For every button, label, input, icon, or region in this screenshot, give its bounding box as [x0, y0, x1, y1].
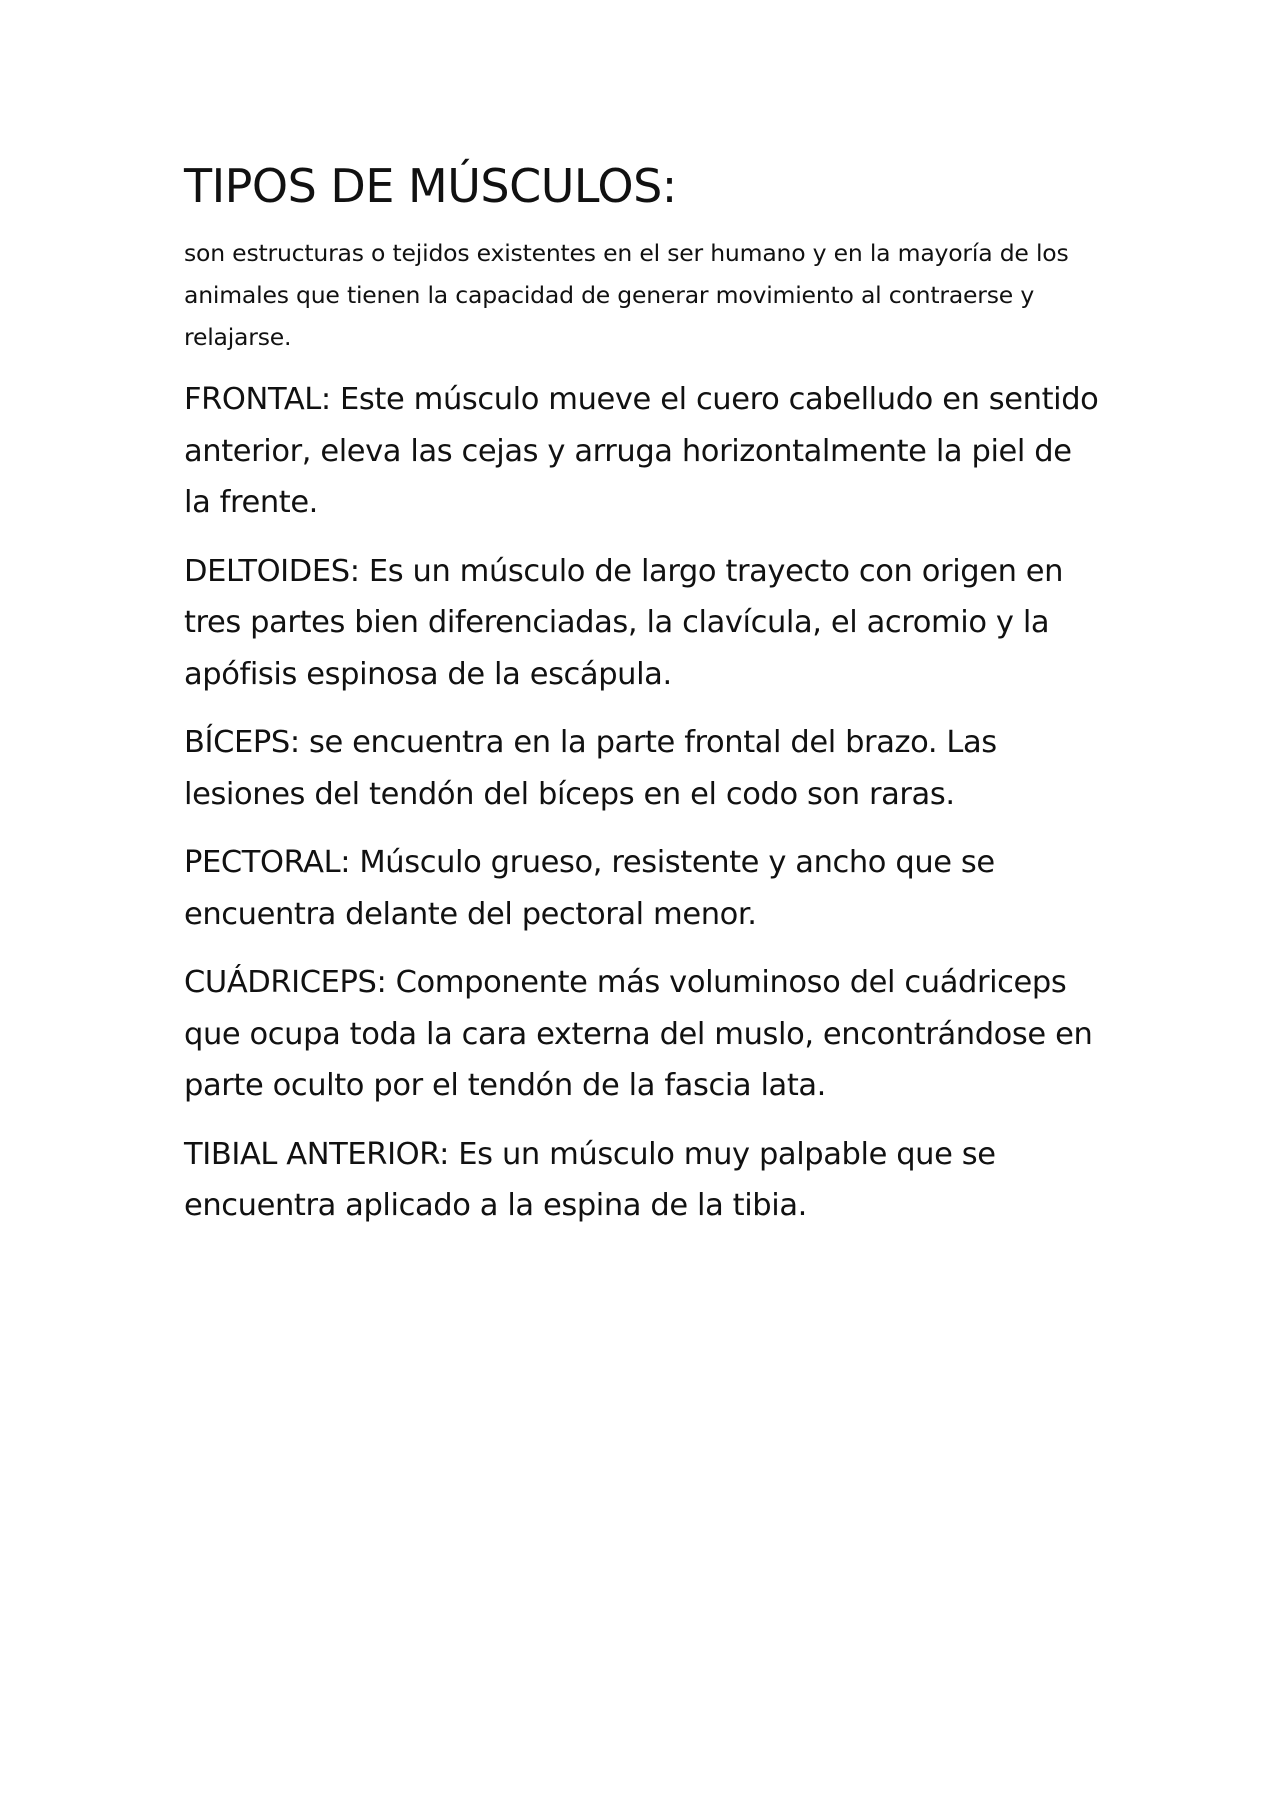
muscle-entry-biceps: BÍCEPS: se encuentra en la parte frontal del brazo. Las lesiones del tendón del bíceps en el codo son raras. [184, 725, 997, 812]
page-title: TIPOS DE MÚSCULOS: [184, 159, 677, 213]
muscle-entry-tibial-anterior: TIBIAL ANTERIOR: Es un músculo muy palpable que se encuentra aplicado a la espina de la tibia. [184, 1136, 996, 1223]
muscle-entry-frontal: FRONTAL: Este músculo mueve el cuero cabelludo en sentido anterior, eleva las cejas y arruga horizontalmente la piel de la frente. [184, 382, 1099, 520]
document-body [184, 158, 1104, 1249]
intro-paragraph: son estructuras o tejidos existentes en el ser humano y en la mayoría de los animales que tienen la capacidad de generar movimiento al contraerse y relajarse. [184, 239, 1069, 351]
muscle-entry-deltoides: DELTOIDES: Es un músculo de largo trayecto con origen en tres partes bien diferenciadas, la clavícula, el acromio y la apófisis espinosa de la escápula. [184, 553, 1064, 692]
muscle-entry-pectoral: PECTORAL: Músculo grueso, resistente y ancho que se encuentra delante del pectoral menor. [184, 845, 995, 932]
muscle-entry-cuadriceps: CUÁDRICEPS: Componente más voluminoso del cuádriceps que ocupa toda la cara externa del muslo, encontrándose en parte oculto por el tendón de la fascia lata. [184, 965, 1093, 1103]
